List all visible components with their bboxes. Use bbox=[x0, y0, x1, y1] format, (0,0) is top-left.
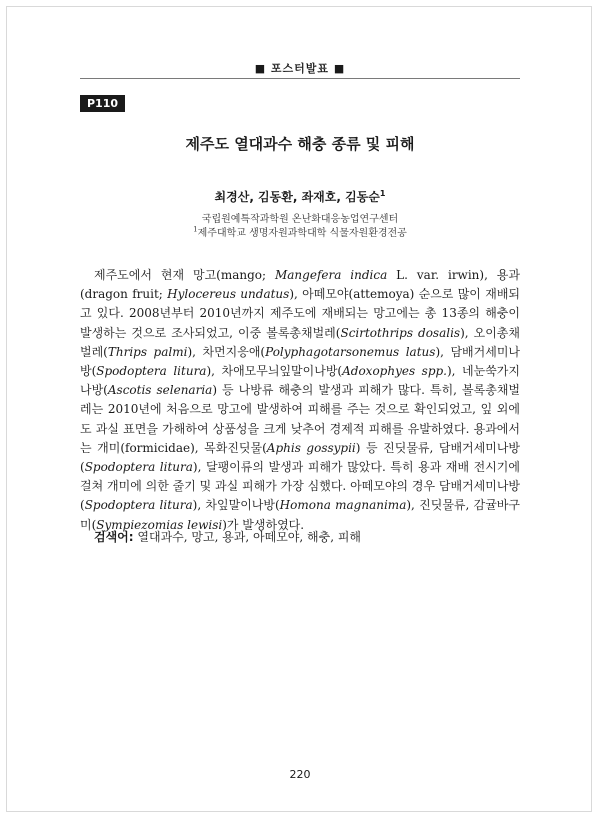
scientific-name: Ascotis selenaria bbox=[107, 383, 213, 398]
abstract-text: ), 차애모무늬잎말이나방( bbox=[206, 364, 343, 379]
abstract-text: ), 달팽이류의 발생과 피해가 많았다. 특히 용과 재배 전시기에 걸쳐 개미에 의한 줄기 및 과실 피해가 가장 심했다. 아떼모야의 경우 담배거세미나방( bbox=[80, 460, 520, 513]
abstract-body bbox=[80, 266, 520, 535]
scientific-name: Aphis gossypii bbox=[266, 440, 356, 455]
affiliation-2-mark: 1 bbox=[193, 225, 198, 234]
paper-title: 제주도 열대과수 해충 종류 및 피해 bbox=[185, 135, 415, 153]
abstract-text: ), 차먼지응애( bbox=[187, 344, 266, 359]
keywords-text: 열대과수, 망고, 용과, 아떼모야, 해충, 피해 bbox=[133, 530, 362, 544]
scientific-name: Scirtothrips dosalis bbox=[340, 325, 461, 340]
abstract-text: ), 진딧물류, 감귤바구미( bbox=[80, 498, 520, 532]
abstract-text: ), 네눈쑥가지나방( bbox=[80, 364, 520, 398]
section-header: ■ 포스터발표 ■ bbox=[254, 62, 346, 75]
scientific-name: Hylocereus undatus bbox=[167, 287, 290, 302]
keywords-line bbox=[80, 528, 520, 546]
abstract-text: L. var. irwin), 용과(dragon fruit; bbox=[80, 268, 520, 302]
abstract-text: ), 아떼모야(attemoya) 순으로 많이 재배되고 있다. 2008년부터 2010년까지 제주도에 재배되는 망고에는 총 13종의 해충이 발생하는 것으로 조사되었고, 이중 볼록총채벌레( bbox=[80, 287, 520, 340]
author-affiliation-mark: 1 bbox=[379, 189, 386, 198]
affiliation-2-text: 제주대학교 생명자원과학대학 식물자원환경전공 bbox=[197, 228, 407, 239]
scientific-name: Spodoptera litura bbox=[96, 364, 207, 379]
page-number: 220 bbox=[289, 768, 311, 781]
author-list bbox=[0, 188, 600, 205]
abstract-text: ), 담배거세미나방( bbox=[80, 344, 521, 379]
scientific-name: Thrips palmi bbox=[107, 344, 188, 359]
poster-number-badge: P110 bbox=[80, 95, 125, 112]
affiliation-2 bbox=[0, 224, 600, 239]
abstract-text: ) 등 진딧물류, 담배거세미나방( bbox=[80, 440, 521, 475]
abstract-text: ), 차잎말이나방( bbox=[192, 498, 280, 513]
abstract-text: 제주도에서 현재 망고(mango; bbox=[94, 268, 275, 282]
scientific-name: Mangefera indica bbox=[274, 268, 388, 282]
scientific-name: Homona magnanima bbox=[279, 498, 407, 513]
abstract-text: ), 오이총채벌레( bbox=[80, 325, 520, 359]
scientific-name: Adoxophyes spp. bbox=[342, 364, 447, 379]
scientific-name: Polyphagotarsonemus latus bbox=[265, 344, 436, 359]
affiliation-1-text: 국립원예특작과학원 온난화대응농업연구센터 bbox=[201, 214, 399, 225]
scientific-name: Spodoptera litura bbox=[84, 498, 193, 513]
header-rule bbox=[80, 78, 520, 79]
author-names: 최경산, 김동환, 좌재호, 김동순 bbox=[214, 190, 380, 204]
abstract-text: )가 발생하였다. bbox=[222, 517, 305, 532]
scientific-name: Sympiezomias lewisi bbox=[96, 517, 223, 532]
affiliation-1 bbox=[0, 210, 600, 225]
abstract-text: ) 등 나방류 해충의 발생과 피해가 많다. 특히, 볼록총채벌레는 2010년에 처음으로 망고에 발생하여 피해를 주는 것으로 확인되었고, 잎 외에도 과실 표면을 가해하여 상품성을 크게 낮추어 경제적 피해를 유발하였다. 용과에서는 개미(formicidae), 목화진딧물( bbox=[80, 383, 520, 455]
scientific-name: Spodoptera litura bbox=[84, 460, 193, 475]
keywords-label: 검색어: bbox=[94, 530, 134, 544]
